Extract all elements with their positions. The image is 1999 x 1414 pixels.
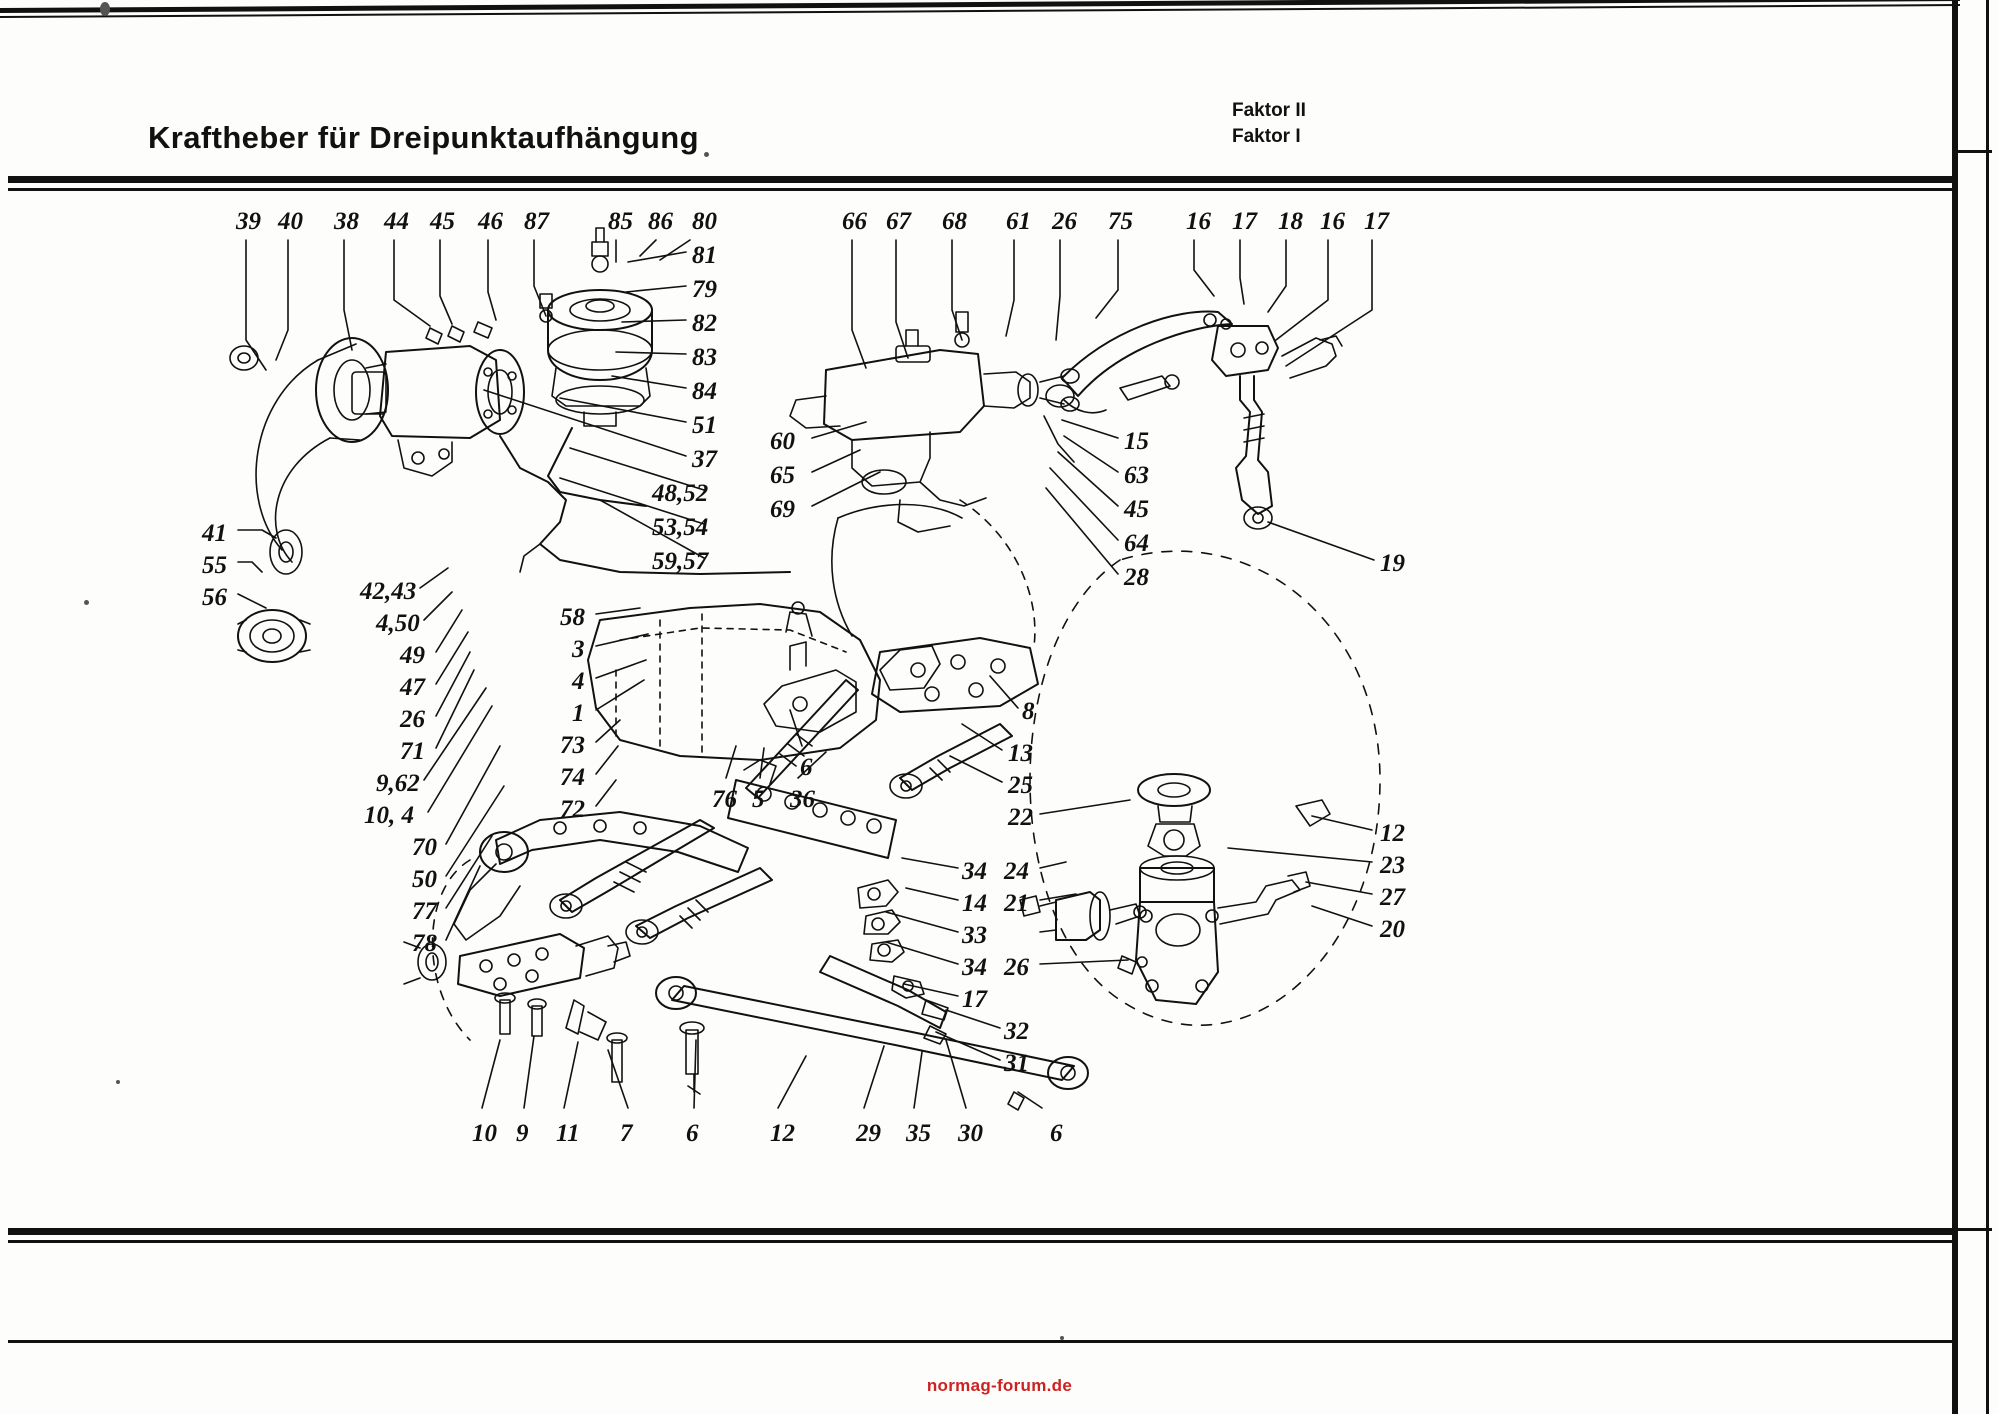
callout-number: 59,57 <box>652 548 709 575</box>
callout-number: 5 <box>752 786 765 813</box>
callout-number: 15 <box>1124 428 1149 455</box>
callout-number: 6 <box>800 754 813 781</box>
callout-number: 75 <box>1108 208 1133 235</box>
callout-number: 4 <box>572 668 585 695</box>
callout-number: 17 <box>962 986 987 1013</box>
callout-number: 42,43 <box>360 578 417 605</box>
callout-number: 14 <box>962 890 987 917</box>
callout-number: 74 <box>560 764 585 791</box>
callout-number: 39 <box>236 208 261 235</box>
callout-number: 38 <box>334 208 359 235</box>
callout-number: 26 <box>1052 208 1077 235</box>
callout-number: 12 <box>1380 820 1405 847</box>
callout-number: 10, 4 <box>364 802 414 829</box>
callout-number: 82 <box>692 310 717 337</box>
callout-number: 44 <box>384 208 409 235</box>
callout-number: 66 <box>842 208 867 235</box>
callout-number: 63 <box>1124 462 1149 489</box>
variant-label-faktor-1: Faktor I <box>1232 126 1301 147</box>
callout-number: 11 <box>556 1120 580 1147</box>
callout-number: 71 <box>400 738 425 765</box>
callout-number: 45 <box>1124 496 1149 523</box>
scan-speck <box>704 152 709 157</box>
callout-number: 6 <box>686 1120 699 1147</box>
callout-number: 60 <box>770 428 795 455</box>
callout-number: 36 <box>790 786 815 813</box>
callout-number: 30 <box>958 1120 983 1147</box>
callout-number: 27 <box>1380 884 1405 911</box>
rule-below-title-secondary <box>8 188 1952 191</box>
callout-number: 55 <box>202 552 227 579</box>
callout-number: 67 <box>886 208 911 235</box>
callout-number: 35 <box>906 1120 931 1147</box>
callout-number: 51 <box>692 412 717 439</box>
callout-number: 7 <box>620 1120 633 1147</box>
callout-number: 17 <box>1364 208 1389 235</box>
site-watermark: normag-forum.de <box>926 1376 1073 1395</box>
callout-number: 77 <box>412 898 437 925</box>
callout-number: 83 <box>692 344 717 371</box>
callout-number: 4,50 <box>376 610 420 637</box>
callout-number: 64 <box>1124 530 1149 557</box>
callout-number: 3 <box>572 636 585 663</box>
diagram-artwork <box>0 200 1999 1220</box>
callout-number: 48,52 <box>652 480 709 507</box>
callout-number: 1 <box>572 700 585 727</box>
callout-number: 53,54 <box>652 514 709 541</box>
callout-number: 16 <box>1186 208 1211 235</box>
callout-number: 34 <box>962 954 987 981</box>
page-border-tick-top <box>1952 150 1992 153</box>
callout-number: 26 <box>1004 954 1029 981</box>
callout-number: 23 <box>1380 852 1405 879</box>
rule-bottom <box>8 1228 1952 1235</box>
callout-number: 16 <box>1320 208 1345 235</box>
variant-label-faktor-2: Faktor II <box>1232 100 1306 121</box>
callout-number: 20 <box>1380 916 1405 943</box>
callout-number: 41 <box>202 520 227 547</box>
rule-bottom-secondary <box>8 1240 1952 1243</box>
callout-number: 32 <box>1004 1018 1029 1045</box>
callout-number: 40 <box>278 208 303 235</box>
callout-number: 45 <box>430 208 455 235</box>
callout-number: 28 <box>1124 564 1149 591</box>
callout-number: 80 <box>692 208 717 235</box>
callout-number: 70 <box>412 834 437 861</box>
callout-number: 12 <box>770 1120 795 1147</box>
callout-number: 76 <box>712 786 737 813</box>
page-border-tick-bottom <box>1952 1228 1992 1231</box>
callout-number: 25 <box>1008 772 1033 799</box>
callout-number: 9 <box>516 1120 529 1147</box>
callout-number: 68 <box>942 208 967 235</box>
callout-number: 22 <box>1008 804 1033 831</box>
callout-number: 8 <box>1022 698 1035 725</box>
callout-number: 21 <box>1004 890 1029 917</box>
callout-number: 61 <box>1006 208 1031 235</box>
callout-number: 31 <box>1004 1050 1029 1077</box>
callout-number: 37 <box>692 446 717 473</box>
callout-number: 26 <box>400 706 425 733</box>
rule-footer <box>8 1340 1952 1343</box>
callout-number: 81 <box>692 242 717 269</box>
callout-number: 19 <box>1380 550 1405 577</box>
callout-number: 85 <box>608 208 633 235</box>
callout-number: 13 <box>1008 740 1033 767</box>
scan-speck <box>1060 1336 1064 1340</box>
callout-number: 46 <box>478 208 503 235</box>
page-title: Kraftheber für Dreipunktaufhängung <box>148 120 699 155</box>
callout-number: 9,62 <box>376 770 420 797</box>
callout-number: 79 <box>692 276 717 303</box>
callout-number: 86 <box>648 208 673 235</box>
callout-number: 78 <box>412 930 437 957</box>
callout-number: 58 <box>560 604 585 631</box>
callout-number: 33 <box>962 922 987 949</box>
callout-number: 73 <box>560 732 585 759</box>
callout-number: 17 <box>1232 208 1257 235</box>
callout-number: 34 <box>962 858 987 885</box>
exploded-parts-diagram <box>0 200 1999 1220</box>
callout-number: 72 <box>560 796 585 823</box>
callout-number: 47 <box>400 674 425 701</box>
callout-number: 56 <box>202 584 227 611</box>
callout-number: 65 <box>770 462 795 489</box>
callout-number: 6 <box>1050 1120 1063 1147</box>
callout-number: 10 <box>472 1120 497 1147</box>
callout-number: 69 <box>770 496 795 523</box>
callout-number: 87 <box>524 208 549 235</box>
callout-number: 24 <box>1004 858 1029 885</box>
rule-below-title <box>8 176 1952 183</box>
callout-number: 29 <box>856 1120 881 1147</box>
callout-number: 49 <box>400 642 425 669</box>
callout-number: 84 <box>692 378 717 405</box>
callout-number: 18 <box>1278 208 1303 235</box>
callout-number: 50 <box>412 866 437 893</box>
scan-speck <box>100 2 110 16</box>
